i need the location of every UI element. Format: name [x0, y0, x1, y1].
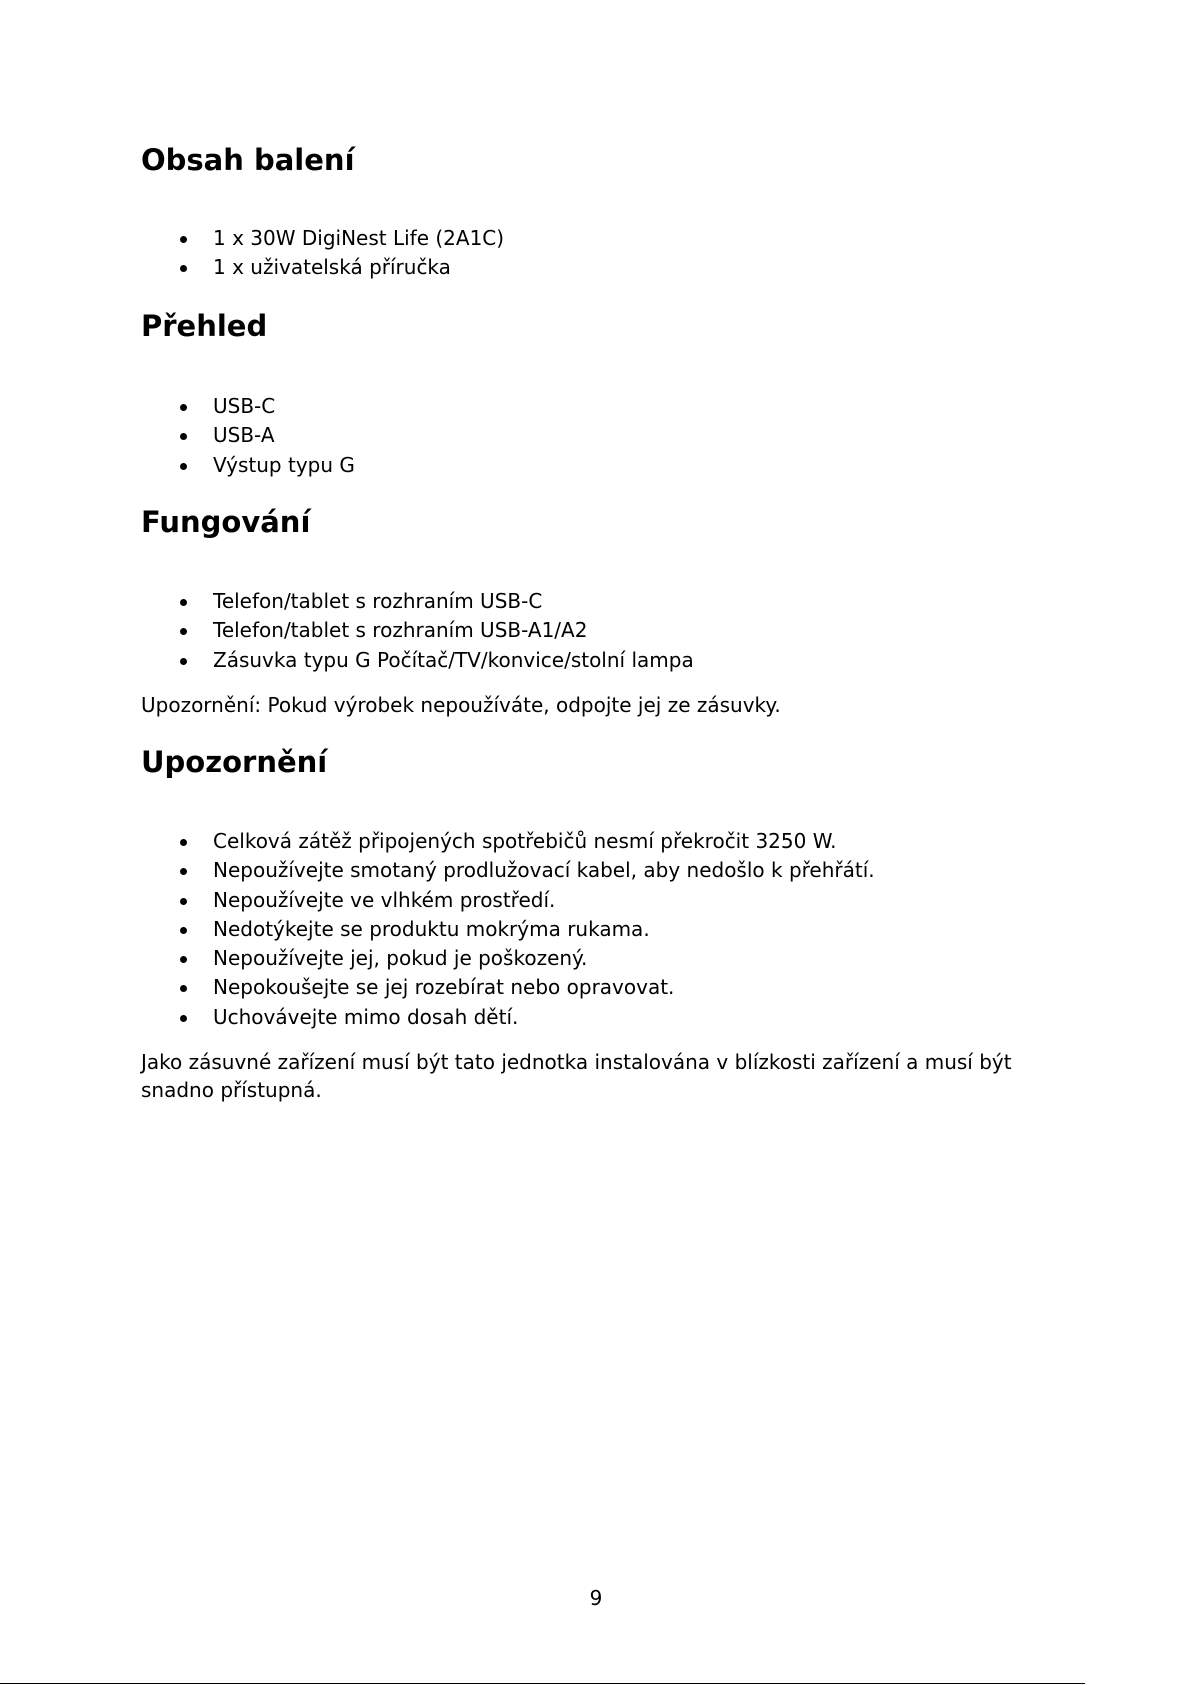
list-item-text: Nepokoušejte se jej rozebírat nebo opravovat. [213, 975, 675, 1000]
heading-overview: Přehled [141, 309, 268, 343]
bullet-icon [180, 658, 187, 665]
list-item-text: USB-C [213, 394, 276, 418]
list-item-text: Výstup typu G [213, 452, 355, 477]
heading-warnings: Upozornění [141, 745, 328, 779]
list-item-text: 1 x 30W DigiNest Life (2A1C) [213, 226, 505, 250]
list-item-text: Nepoužívejte jej, pokud je poškozený. [213, 946, 588, 971]
list-item-text: Telefon/tablet s rozhraním USB-A1/A2 [213, 618, 588, 643]
list-item [141, 587, 694, 616]
list-item [141, 944, 875, 973]
bullet-icon [180, 265, 187, 272]
bullet-icon [180, 985, 187, 992]
list-item [141, 224, 504, 253]
list-item [141, 421, 355, 450]
heading-package-contents: Obsah balení [141, 143, 355, 177]
bullet-icon [180, 404, 187, 411]
list-item-text: Nedotýkejte se produktu mokrýma rukama. [213, 916, 650, 941]
bullet-icon [180, 898, 187, 905]
bullet-icon [180, 628, 187, 635]
list-item [141, 915, 875, 944]
list-item [141, 253, 504, 282]
list-item-text: USB-A [213, 423, 275, 448]
warnings-list [141, 827, 875, 1032]
list-item [141, 827, 875, 856]
list-item-text: Telefon/tablet s rozhraním USB-C [213, 589, 543, 613]
list-item [141, 451, 355, 480]
list-item-text: Uchovávejte mimo dosah dětí. [213, 1004, 519, 1029]
operation-note: Upozornění: Pokud výrobek nepoužíváte, odpojte jej ze zásuvky. [141, 693, 781, 717]
heading-operation: Fungování [141, 505, 311, 539]
footer-divider [0, 1683, 1085, 1684]
bullet-icon [180, 956, 187, 963]
list-item-text: Celková zátěž připojených spotřebičů nesmí překročit 3250 W. [213, 829, 837, 853]
bullet-icon [180, 433, 187, 440]
page-number: 9 [589, 1586, 603, 1610]
operation-list [141, 587, 694, 675]
list-item [141, 973, 875, 1002]
bullet-icon [180, 927, 187, 934]
bullet-icon [180, 868, 187, 875]
list-item [141, 1003, 875, 1032]
overview-list [141, 392, 355, 480]
bullet-icon [180, 236, 187, 243]
list-item [141, 856, 875, 885]
bullet-icon [180, 839, 187, 846]
list-item [141, 646, 694, 675]
package-contents-list [141, 224, 504, 283]
list-item-text: 1 x uživatelská příručka [213, 255, 451, 280]
list-item-text: Nepoužívejte ve vlhkém prostředí. [213, 887, 556, 912]
bullet-icon [180, 1015, 187, 1022]
warnings-note: Jako zásuvné zařízení musí být tato jednotka instalována v blízkosti zařízení a musí být snadno přístupná. [141, 1050, 1012, 1102]
bullet-icon [180, 599, 187, 606]
list-item [141, 392, 355, 421]
list-item [141, 886, 875, 915]
bullet-icon [180, 463, 187, 470]
list-item-text: Zásuvka typu G Počítač/TV/konvice/stolní lampa [213, 647, 694, 672]
list-item-text: Nepoužívejte smotaný prodlužovací kabel, aby nedošlo k přehřátí. [213, 858, 875, 883]
list-item [141, 616, 694, 645]
